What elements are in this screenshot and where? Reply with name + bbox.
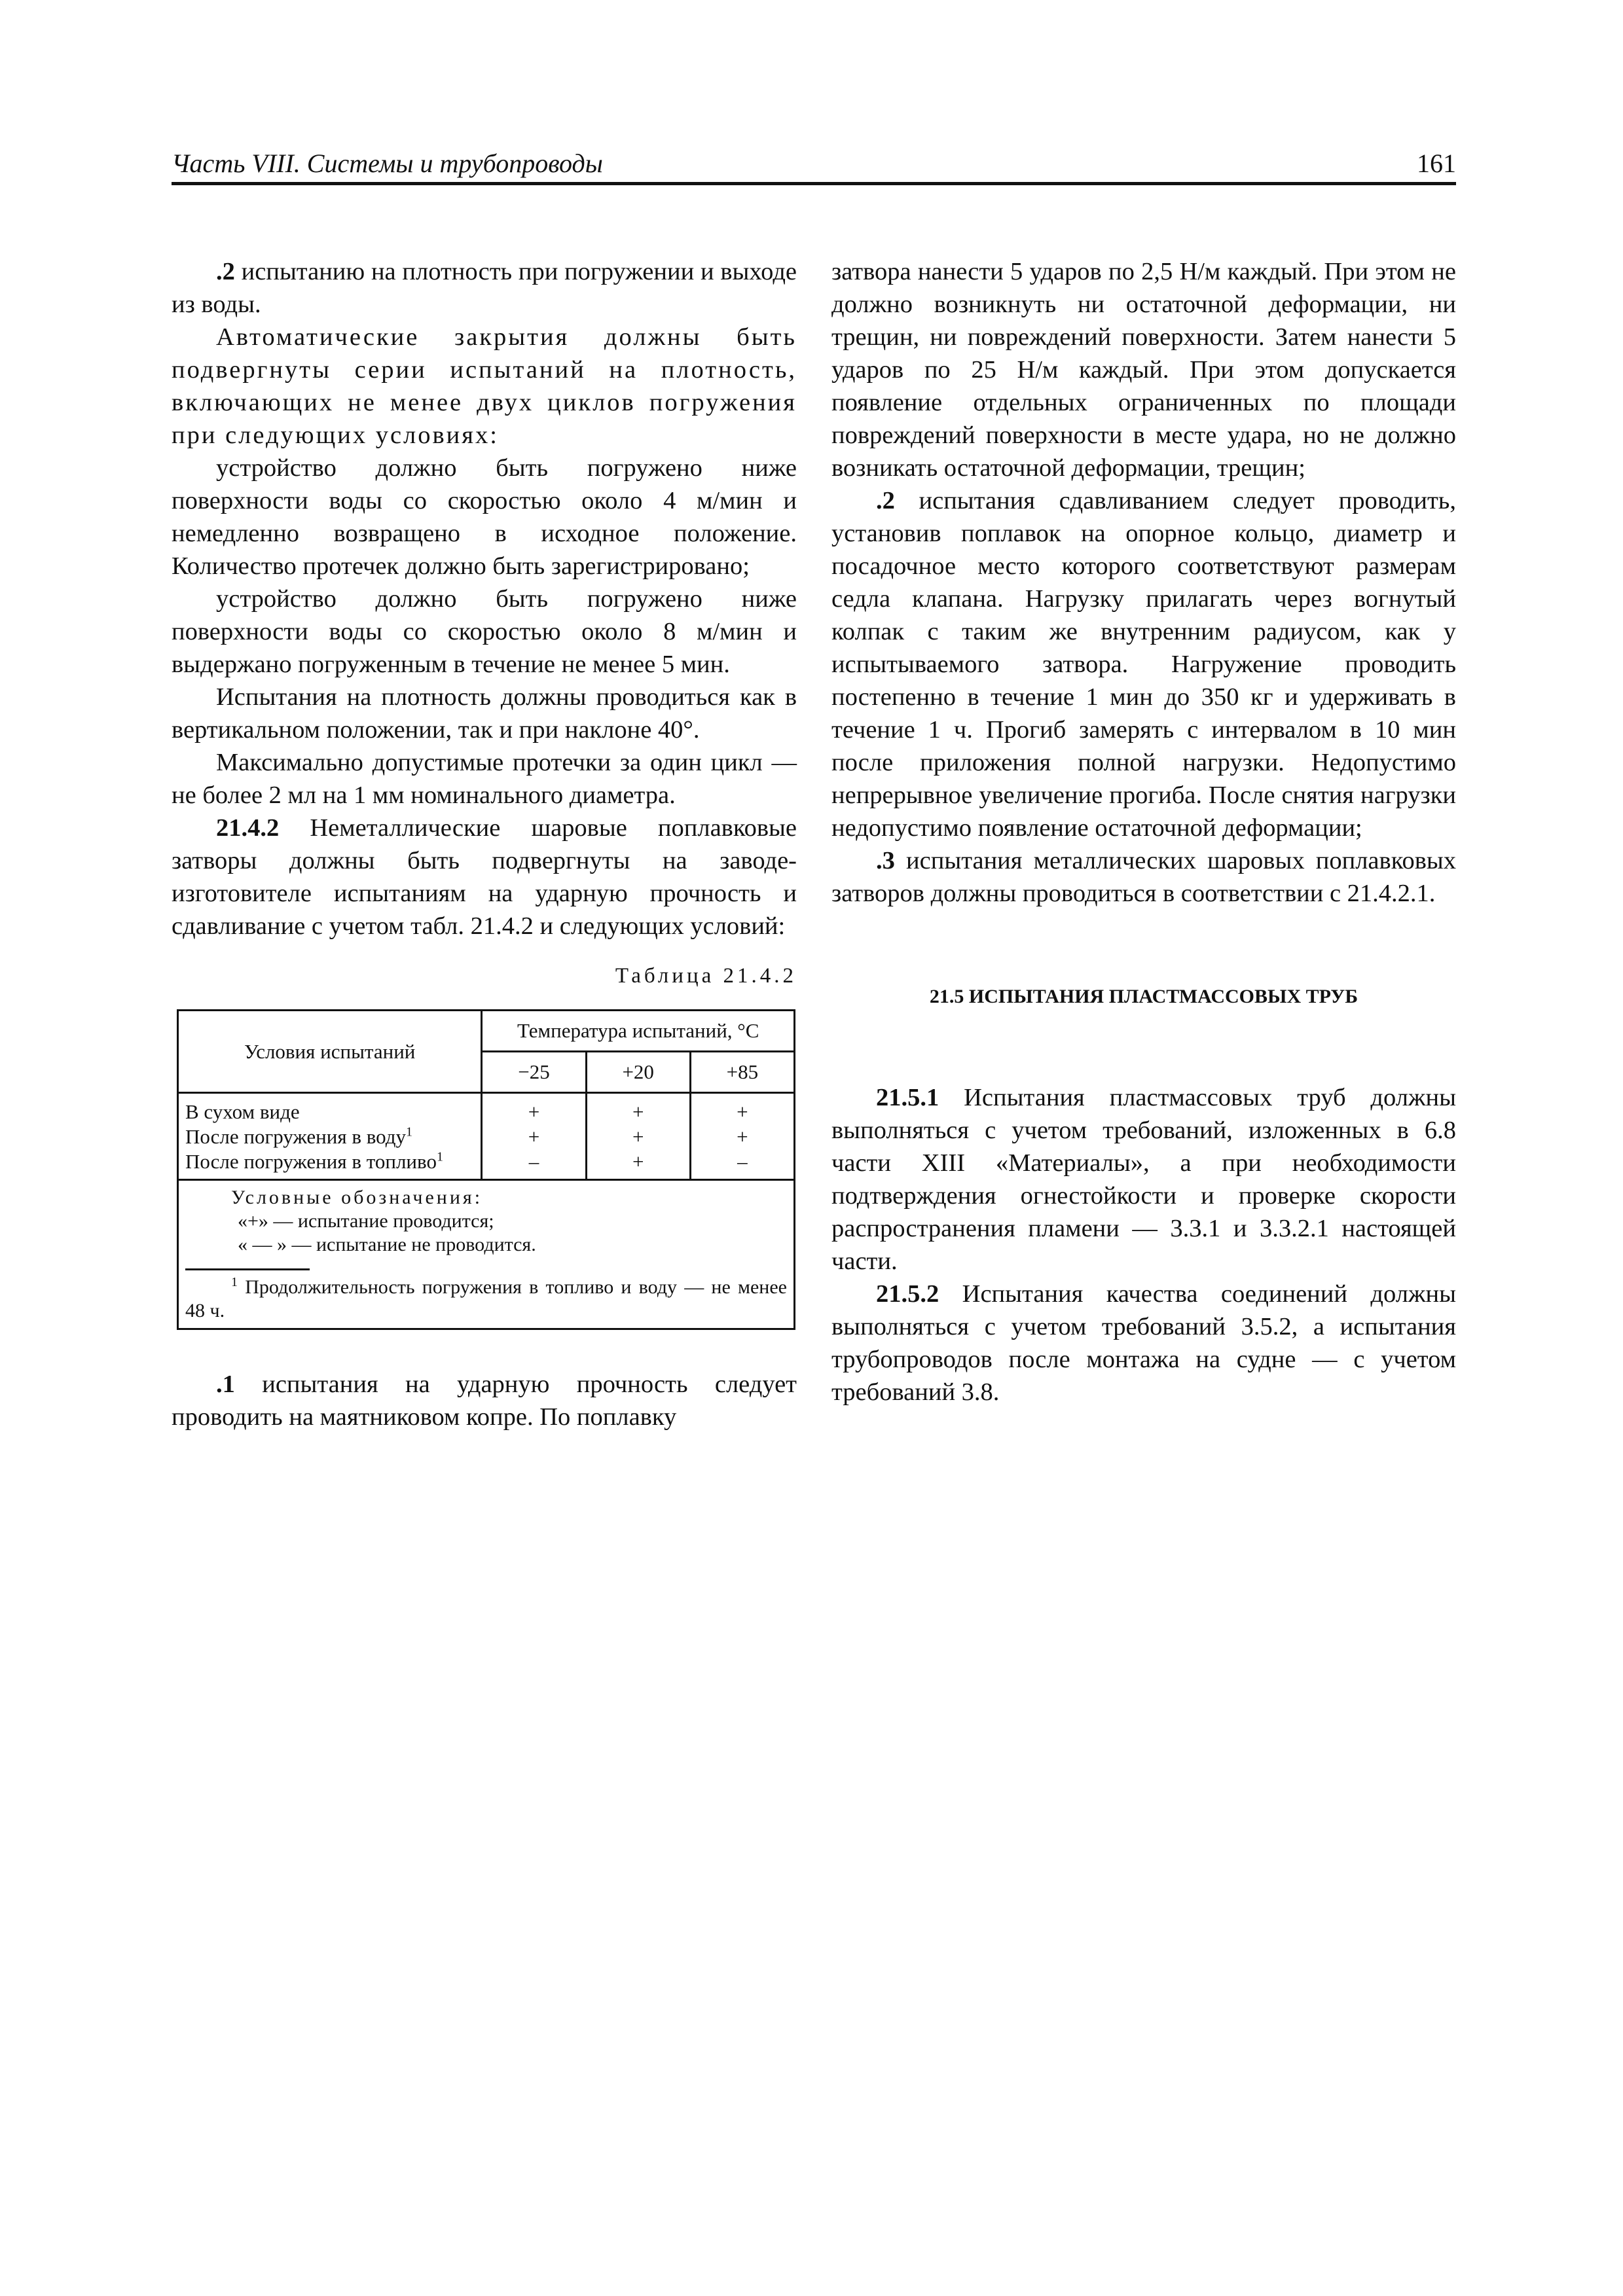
legend-minus: « — » — испытание не проводится. (238, 1234, 536, 1255)
item-number: .2 (216, 258, 235, 285)
paragraph-item-2-compression (831, 484, 1456, 844)
paragraph-condition-8mmin: устройство должно быть погружено ниже поверхности воды со скоростью около 8 м/мин и выдержано погруженным в течение не менее 5 мин. (172, 585, 797, 678)
page-number: 161 (1417, 149, 1456, 178)
table-cell: – (737, 1150, 748, 1173)
temp-header: −25 (482, 1052, 586, 1093)
paragraph-automatic-closures: Автоматические закрытия должны быть подвергнуты серии испытаний на плотность, включающих не менее двух циклов погружения при следующих условиях: (172, 323, 797, 449)
paragraph-text: испытания на ударную прочность следует проводить на маятниковом копре. По поплавку (172, 1371, 797, 1431)
table-cell: – (528, 1150, 539, 1173)
running-header (172, 143, 1456, 185)
table-cell: + (737, 1100, 748, 1123)
right-column (831, 255, 1456, 1408)
table-footnote: $^1$ Продолжительность погружения в топливо и воду — не менее 48 ч. (185, 1275, 787, 1321)
item-number: .3 (876, 847, 895, 874)
paragraph-item-3-metal (831, 844, 1456, 910)
paragraph-text: Неметаллические шаровые поплавковые затворы должны быть подвергнуты на заводе-изготовителе испытаниям на ударную прочность и сдавливание с учетом табл. 21.4.2 и следующих условий: (172, 814, 797, 940)
paragraph-text: испытания металлических шаровых поплавковых затворов должны проводиться в соответствии с 21.4.2.1. (831, 847, 1456, 907)
column-values (586, 1093, 690, 1180)
table-row-label: После погружения в топливо$^1$ (185, 1149, 443, 1173)
table-cell: + (632, 1125, 644, 1148)
temp-header: +85 (690, 1052, 794, 1093)
running-title: Часть VIII. Системы и трубопроводы (172, 149, 603, 178)
column-header-temperature: Температура испытаний, °C (482, 1011, 795, 1052)
table-cell: + (632, 1100, 644, 1123)
paragraph-text: Испытания пластмассовых труб должны выполняться с учетом требований, изложенных в 6.8 части XIII «Материалы», а при необходимости подтверждения огнестойкости и проверке скорости распространения пламени — 3.3.1 и 3.3.2.1 настоящей части. (831, 1084, 1456, 1275)
paragraph-max-leakage: Максимально допустимые протечки за один цикл — не более 2 мл на 1 мм номинального диаметра. (172, 749, 797, 809)
column-values (482, 1093, 586, 1180)
column-header-conditions: Условия испытаний (178, 1011, 482, 1093)
paragraph-21-4-2 (172, 812, 797, 942)
paragraph-text: испытанию на плотность при погружении и выходе из воды. (172, 258, 797, 318)
paragraph-item-1 (172, 1368, 797, 1433)
table-cell: + (528, 1100, 540, 1123)
paragraph-21-5-1 (831, 1081, 1456, 1278)
legend-title: Условные обозначения: (231, 1187, 483, 1208)
left-column (172, 255, 797, 1433)
test-conditions-table (177, 1009, 795, 1330)
paragraph-condition-4mmin: устройство должно быть погружено ниже поверхности воды со скоростью около 4 м/мин и немедленно возвращено в исходное положение. Количество протечек должно быть зарегистрировано; (172, 454, 797, 580)
footnote-rule (185, 1268, 310, 1270)
table-cell: + (632, 1150, 644, 1173)
paragraph-text: испытания сдавливанием следует проводить, установив поплавок на опорное кольцо, диаметр и посадочное место которого соответствуют размерам седла клапана. Нагрузку прилагать через вогнутый колпак с таким же внутренним радиусом, как у испытываемого затвора. Нагружение проводить постепенно в течение 1 мин до 350 кг и удерживать в течение 1 ч. Прогиб замерять с интервалом в 10 мин после приложения полной нагрузки. Недопустимо непрерывное увеличение прогиба. После снятия нагрузки недопустимо появление остаточной деформации; (831, 487, 1456, 842)
paragraph-impact-continuation: затвора нанести 5 ударов по 2,5 Н/м каждый. При этом не должно возникнуть ни остаточной деформации, ни трещин, ни повреждений поверхности. Затем нанести 5 ударов по 25 Н/м каждый. При этом допускается появление отдельных ограниченных по площади повреждений поверхности в месте удара, но не должно возникать остаточной деформации, трещин; (831, 258, 1456, 482)
clause-number: 21.5.1 (876, 1084, 939, 1111)
column-values (690, 1093, 794, 1180)
temp-header: +20 (586, 1052, 690, 1093)
row-labels (178, 1093, 482, 1180)
paragraph-item-2 (172, 255, 797, 321)
clause-number: 21.5.2 (876, 1280, 939, 1308)
item-number: .1 (216, 1371, 235, 1398)
table-row-label: После погружения в воду$^1$ (185, 1124, 413, 1148)
section-heading: 21.5 ИСПЫТАНИЯ ПЛАСТМАССОВЫХ ТРУБ (929, 986, 1359, 1007)
table-cell: + (528, 1125, 540, 1148)
paragraph-positions: Испытания на плотность должны проводиться как в вертикальном положении, так и при наклоне 40°. (172, 683, 797, 744)
item-number: .2 (876, 487, 895, 514)
table-legend (178, 1180, 795, 1329)
paragraph-21-5-2 (831, 1278, 1456, 1408)
table-row-label: В сухом виде (185, 1100, 300, 1123)
table-caption: Таблица 21.4.2 (615, 964, 797, 988)
table-cell: + (737, 1125, 748, 1148)
legend-plus: «+» — испытание проводится; (238, 1210, 494, 1232)
clause-number: 21.4.2 (216, 814, 280, 842)
paragraph-text: Испытания качества соединений должны выполняться с учетом требований 3.5.2, а испытания трубопроводов после монтажа на судне — с учетом требований 3.8. (831, 1280, 1456, 1406)
